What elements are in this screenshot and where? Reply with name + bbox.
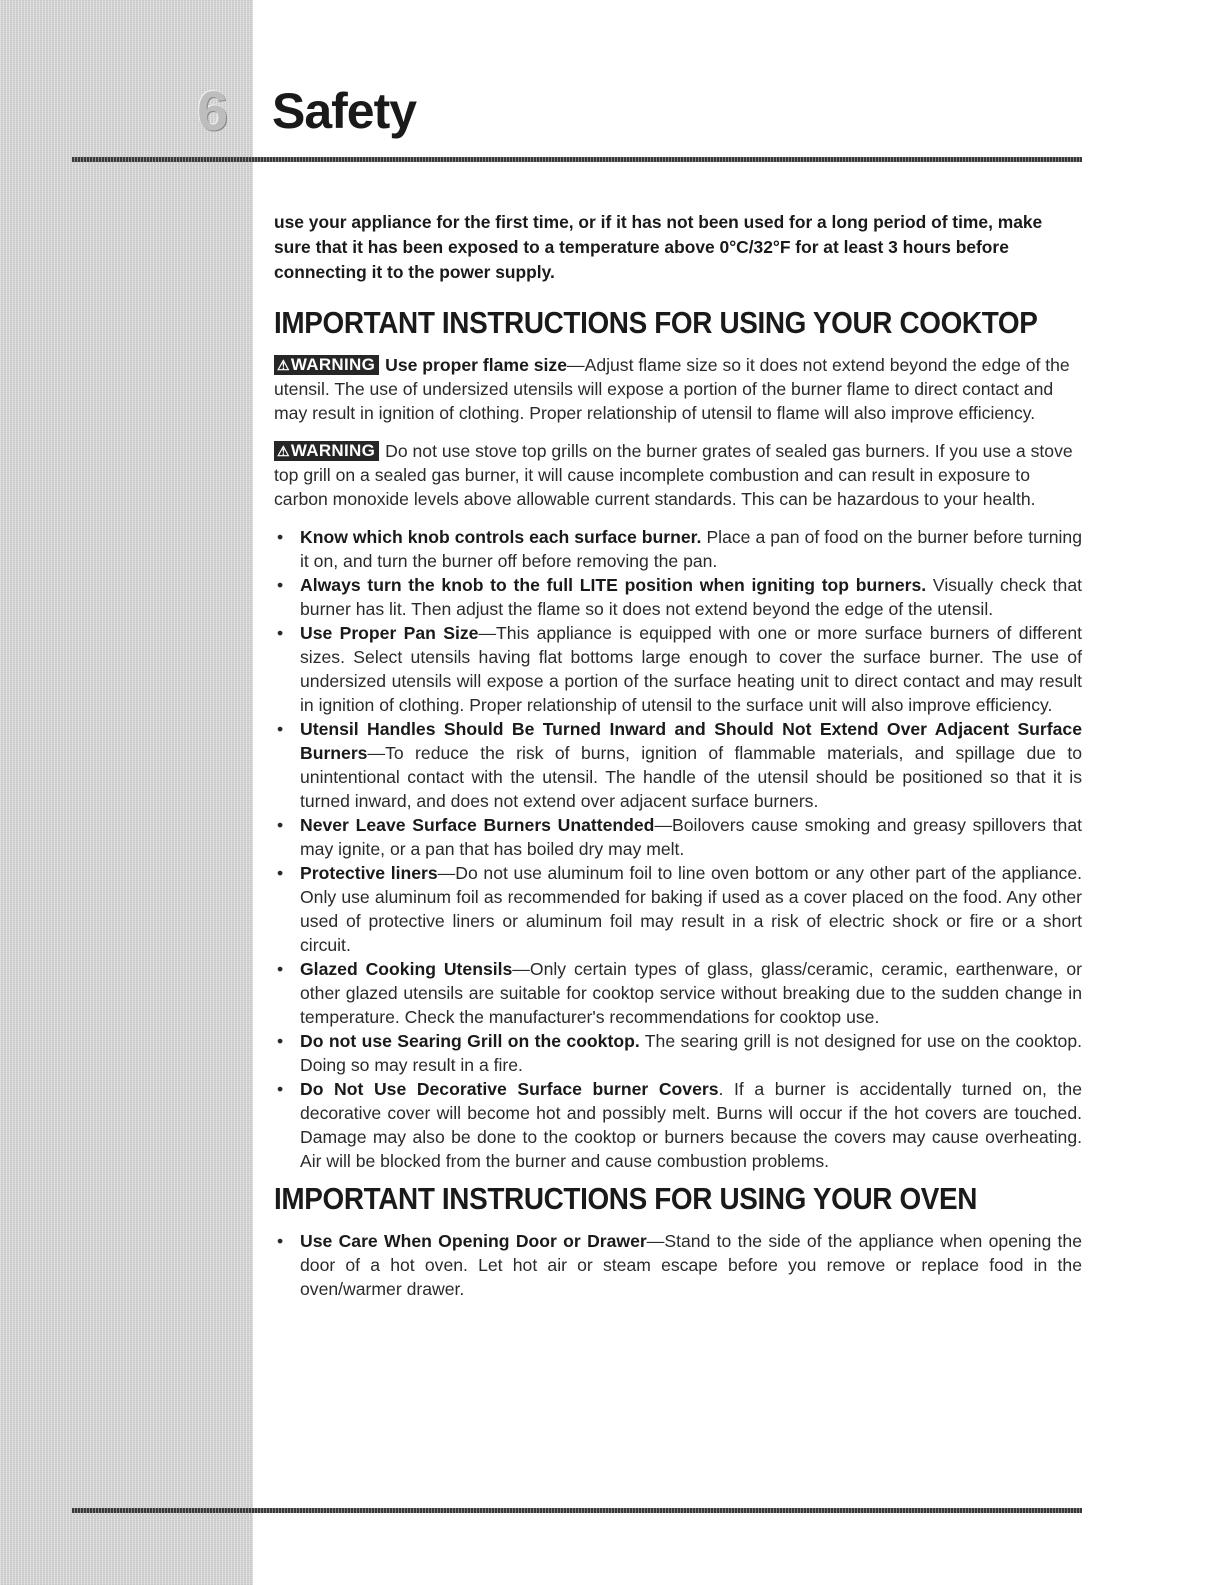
list-item-text: —Stand to the side of the appliance when opening the door of a hot oven. Let hot air or steam escape before you remove or replace food in the oven/warmer drawer. <box>300 1231 1082 1299</box>
list-item <box>274 717 1082 813</box>
list-item <box>274 1029 1082 1077</box>
bullet-icon: • <box>277 863 284 883</box>
list-item-text: —Boilovers cause smoking and greasy spillovers that may ignite, or a pan that has boiled dry may melt. <box>300 815 1082 859</box>
list-item <box>274 621 1082 717</box>
oven-bullet-list <box>274 1229 1082 1301</box>
list-item-text: . If a burner is accidentally turned on, the decorative cover will become hot and possibly melt. Burns will occur if the hot covers are touched. Damage may also be done to the cooktop or burners because the covers may cause overheating. Air will be blocked from the burner and cause combustion problems. <box>300 1079 1082 1171</box>
bullet-icon: • <box>277 623 284 643</box>
list-item-text: —This appliance is equipped with one or more surface burners of different sizes. Select utensils having flat bottoms large enough to cover the surface burner. The use of undersized utensils will expose a portion of the surface heating unit to direct contact and may result in ignition of clothing. Proper relationship of utensil to the surface unit will also improve efficiency. <box>300 623 1082 715</box>
bullet-icon: • <box>277 1031 284 1051</box>
intro-paragraph: use your appliance for the first time, or if it has not been used for a long period of time, make sure that it has been exposed to a temperature above 0°C/32°F for at least 3 hours before connecting it to the power supply. <box>274 212 1043 282</box>
list-item-text: Place a pan of food on the burner before turning it on, and turn the burner off before removing the pan. <box>300 527 1082 571</box>
bullet-icon: • <box>277 1079 284 1099</box>
warning-triangle-icon: ⚠ <box>277 357 290 373</box>
list-item-text: —Only certain types of glass, glass/ceramic, ceramic, earthenware, or other glazed utensils are suitable for cooktop service without breaking due to the sudden change in temperature. Check the manufacturer's recommendations for cooktop use. <box>300 959 1082 1027</box>
footer-divider <box>72 1508 1082 1513</box>
list-item-lead: Never Leave Surface Burners Unattended <box>300 815 655 835</box>
list-item <box>274 861 1082 957</box>
list-item <box>274 1229 1082 1301</box>
list-item-text: —To reduce the risk of burns, ignition of flammable materials, and spillage due to unintentional contact with the utensil. The handle of the utensil should be positioned so that it is turned inward, and does not extend over adjacent surface burners. <box>300 743 1082 811</box>
list-item-lead: Do not use Searing Grill on the cooktop. <box>300 1031 640 1051</box>
oven-section-heading: IMPORTANT INSTRUCTIONS FOR USING YOUR OVEN <box>274 1181 978 1216</box>
page-sidebar-band <box>0 0 253 1585</box>
warning-badge-label: WARNING <box>290 355 376 374</box>
list-item-lead: Glazed Cooking Utensils <box>300 959 513 979</box>
list-item-text: Visually check that burner has lit. Then adjust the flame so it does not extend beyond the edge of the utensil. <box>300 575 1083 619</box>
warning-paragraph <box>274 353 1082 425</box>
bullet-icon: • <box>277 575 284 595</box>
bullet-icon: • <box>277 1231 284 1251</box>
list-item-lead: Know which knob controls each surface burner. <box>300 527 702 547</box>
header-divider <box>72 157 1082 162</box>
list-item-lead: Protective liners <box>300 863 438 883</box>
list-item <box>274 573 1082 621</box>
warning-badge <box>274 441 379 461</box>
main-content <box>274 210 1082 1301</box>
list-item-text: —Do not use aluminum foil to line oven bottom or any other part of the appliance. Only use aluminum foil as recommended for baking if used as a cover placed on the food. Any other used of protective liners or aluminum foil may result in a risk of electric shock or fire or a short circuit. <box>300 863 1082 955</box>
warning-triangle-icon: ⚠ <box>277 443 290 459</box>
bullet-icon: • <box>277 527 284 547</box>
bullet-icon: • <box>277 815 284 835</box>
list-item <box>274 813 1082 861</box>
bullet-icon: • <box>277 719 284 739</box>
cooktop-bullet-list <box>274 525 1082 1173</box>
list-item <box>274 525 1082 573</box>
warning-badge-label: WARNING <box>290 441 376 460</box>
cooktop-section-heading: IMPORTANT INSTRUCTIONS FOR USING YOUR COOKTOP <box>274 305 1038 340</box>
warning-badge <box>274 355 379 375</box>
warning-text: —Adjust flame size so it does not extend beyond the edge of the utensil. The use of undersized utensils will expose a portion of the burner flame to direct contact and may result in ignition of clothing. Proper relationship of utensil to flame will also improve efficiency. <box>274 355 1070 423</box>
warning-text: Do not use stove top grills on the burner grates of sealed gas burners. If you use a stove top grill on a sealed gas burner, it will cause incomplete combustion and can result in exposure to carbon monoxide levels above allowable current standards. This can be hazardous to your health. <box>274 441 1073 509</box>
page-title: Safety <box>272 83 417 139</box>
list-item-lead: Use Care When Opening Door or Drawer <box>300 1231 647 1251</box>
list-item <box>274 957 1082 1029</box>
list-item <box>274 1077 1082 1173</box>
list-item-lead: Use Proper Pan Size <box>300 623 479 643</box>
list-item-lead: Do Not Use Decorative Surface burner Covers <box>300 1079 719 1099</box>
list-item-text: The searing grill is not designed for use on the cooktop. Doing so may result in a fire. <box>300 1031 1082 1075</box>
list-item-lead: Utensil Handles Should Be Turned Inward and Should Not Extend Over Adjacent Surface Burners <box>300 719 1082 763</box>
list-item-lead: Always turn the knob to the full LITE position when igniting top burners. <box>300 575 927 595</box>
warning-lead: Use proper flame size <box>385 355 567 375</box>
warning-paragraph <box>274 439 1082 511</box>
bullet-icon: • <box>277 959 284 979</box>
page-number: 6 <box>197 79 229 142</box>
